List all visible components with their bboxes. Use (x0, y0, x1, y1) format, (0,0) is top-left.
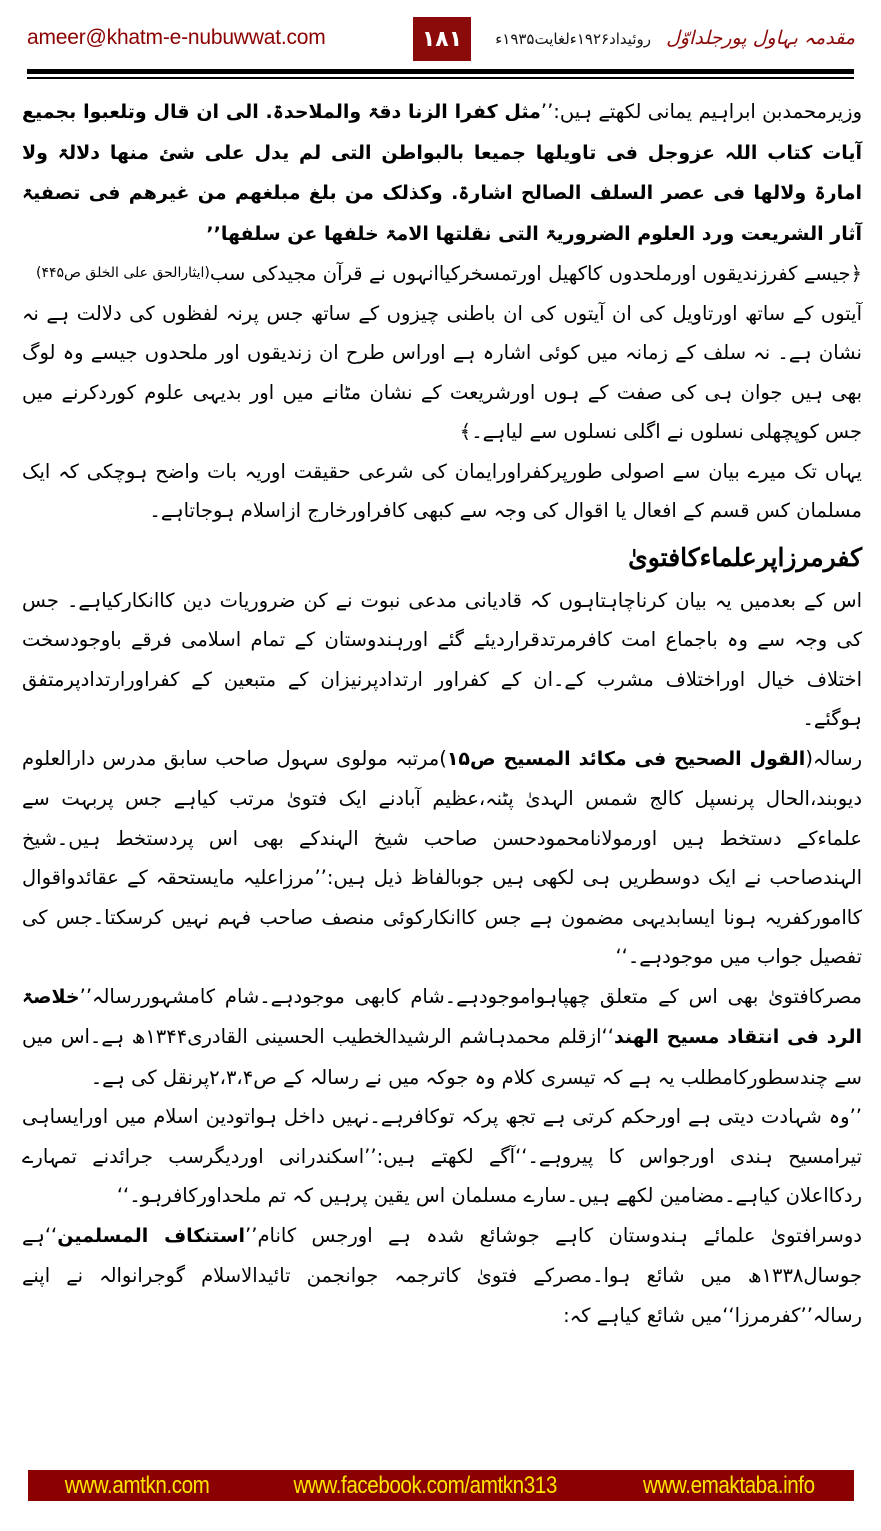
paragraph-summary: یہاں تک میرے بیان سے اصولی طورپرکفراورایمان کی شرعی حقیقت اوریہ بات واضح ہوچکی کہ ایک مسلمان کس قسم کے افعال یا اقوال کی وجہ سے کبھی کافراورخارج ازاسلام ہوجاتاہے۔ (22, 459, 862, 522)
header-rule-thin (27, 77, 854, 79)
paragraph-egypt-fatwa (22, 977, 862, 1098)
arabic-title: استنکاف المسلمین (57, 1224, 246, 1247)
header-rule-thick (27, 69, 854, 74)
paragraph-rest: )مرتبہ مولوی سہول صاحب سابق مدرس دارالعلوم دیوبند،الحال پرنسپل کالج شمس الہدیٰ پٹنہ،عظیم آبادنے ایک فتویٰ مرتب کیاہے جس پربہت سے علماءکے دستخط ہیں اورمولانامحمودحسن صاحب شیخ الہندکے بھی اس پردستخط ہیں۔شیخ الہندصاحب نے ایک دوسطریں ہی لکھی ہیں جوبالفاظ ذیل ہیں:’’مرزاعلیہ مایستحقہ کے عقائدواقوال کاامورکفریہ ہونا ایسابدیہی مضمون ہے جس کاانکارکوئی منصف صاحب فہم نہیں کرسکتا۔جس کی تفصیل جواب میں موجودہے۔‘‘ (22, 746, 862, 968)
arabic-title: القول الصحیح فی مکائد المسیح ص۱۵ (446, 747, 806, 770)
page-footer (28, 1470, 854, 1501)
page-header (0, 0, 881, 80)
paragraph-risala (22, 739, 862, 977)
paragraph-lead: رسالہ( (805, 746, 862, 770)
paragraph-lead: وزیرمحمدبن ابراہیم یمانی لکھتے ہیں:’’ (540, 100, 862, 123)
paragraph-lead: مصرکافتویٰ بھی اس کے متعلق چھپاہواموجودہے۔شام کابھی موجودہے۔شام کامشہوررسالہ’’ (79, 984, 862, 1008)
footer-link-emaktaba[interactable]: www.emaktaba.info (643, 1471, 815, 1499)
page-body (22, 92, 862, 1335)
paragraph-lead: دوسرافتویٰ علمائے ہندوستان کاہے جوشائع شدہ ہے اورجس کانام’’ (245, 1223, 862, 1247)
citation: (ایثارالحق علی الخلق ص۴۴۵) (36, 265, 210, 281)
paragraph-quote-wazir (22, 92, 862, 281)
footer-link-facebook[interactable]: www.facebook.com/amtkn313 (293, 1471, 557, 1499)
header-book-title: مقدمہ بہاول پورجلداوّل (666, 27, 855, 49)
footer-link-website[interactable]: www.amtkn.com (65, 1471, 210, 1499)
arabic-title: خلاصۃ الرد فی انتقاد مسیح الھند (22, 985, 862, 1048)
page-number-badge: ۱۸۱ (413, 17, 471, 61)
paragraph-intro: اس کے بعدمیں یہ بیان کرناچاہتاہوں کہ قادیانی مدعی نبوت نے کن ضروریات دین کاانکارکیاہے۔ جس کی وجہ سے وہ باجماع امت کافرمرتدقراردیئے گئے اورہندوستان کے تمام اسلامی فرقے باوجودسخت اختلاف خیال اوراختلاف مشرب کے۔ان کے کفراور ارتدادپرنیزان کے متبعین کے کفراورارتدادپرمتفق ہوگئے۔ (22, 588, 862, 730)
header-date-range: روئیداد۱۹۲۶ءلغایت۱۹۳۵ء (495, 30, 651, 48)
paragraph-rest: ‘‘ہے جوسال۱۳۳۸ھ میں شائع ہوا۔مصرکے فتویٰ کاترجمہ جوانجمن تائیدالاسلام گوجرانوالہ نے اپنے رسالہ’’کفرمرزا‘‘میں شائع کیاہے کہ: (22, 1223, 862, 1327)
header-email[interactable]: ameer@khatm-e-nubuwwat.com (27, 26, 326, 49)
arabic-quote: مثل کفرا الزنا دقۃ والملاحدۃ. الی ان قال وتلعبوا بجمیع آیات کتاب اللہ عزوجل فی تاویلھا جمیعا بالبواطن التی لم یدل علی شئ منھا دلالۃ ولا امارۃ ولالھا فی عصر السلف الصالح اشارۃ. وکذلک من بلغ مبلغھم من غیرھم فی تصفیۃ آثار الشریعت ورد العلوم الضروریۃ التی نقلتھا الامۃ خلفھا عن سلفھا’’ (22, 101, 862, 245)
paragraph-second-fatwa (22, 1216, 862, 1336)
paragraph-translation: ﴿جیسے کفرزندیقوں اورملحدوں کاکھیل اورتمسخرکیاانہوں نے قرآن مجیدکی سب آیتوں کے ساتھ اورتاویل کی ان آیتوں کی ان باطنی چیزوں کے ساتھ جس پرنہ لفظوں کی دلالت ہے نہ نشان ہے۔ نہ سلف کے زمانہ میں کوئی اشارہ ہے اوراس طرح ان زندیقوں اور ملحدوں جیسے وہ لوگ بھی ہیں جوان ہی کی صفت کے ہوں اورشریعت کے نشان مٹانے میں اور بدیہی علوم کوردکرنے میں جس کوپچھلی نسلوں نے اگلی نسلوں سے لیاہے۔﴾ (22, 262, 862, 443)
section-heading: کفرمرزاپرعلماءکافتویٰ (628, 542, 862, 572)
paragraph-rest: ‘‘ازقلم محمدہاشم الرشیدالخطیب الحسینی القادری۱۳۴۴ھ ہے۔اس میں سے چندسطورکامطلب یہ ہے کہ تیسری کلام وہ جوکہ میں نے رسالہ کے ص۲،۳،۴پرنقل کی ہے۔ (22, 1025, 862, 1089)
paragraph-testimony-quote: ’’وہ شہادت دیتی ہے اورحکم کرتی ہے تجھ پرکہ توکافرہے۔نہیں داخل ہواتودین اسلام میں اورایساہی تیرامسیح ہندی اورجواس کا پیروہے۔‘‘آگے لکھتے ہیں:’’اسکندرانی اوردیگرسب جرائدنے تمہارے ردکااعلان کیاہے۔مضامین لکھے ہیں۔سارے مسلمان اس یقین پرہیں کہ تم ملحداورکافرہو۔‘‘ (22, 1105, 862, 1207)
